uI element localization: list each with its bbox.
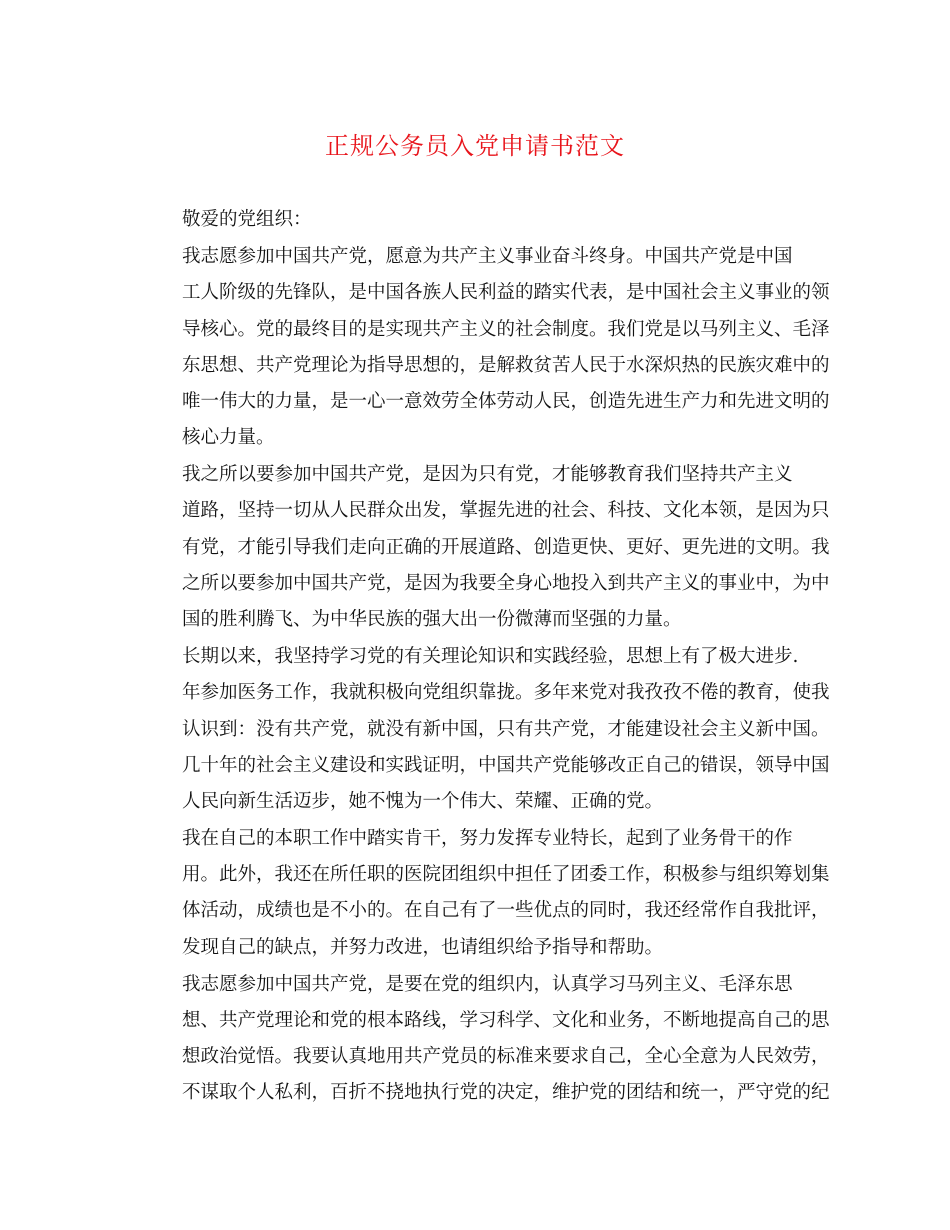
paragraph-line: 用。此外，我还在所任职的医院团组织中担任了团委工作，积极参与组织筹划集	[182, 864, 830, 886]
paragraph-line: 有党，才能引导我们走向正确的开展道路、创造更快、更好、更先进的文明。我	[182, 536, 830, 558]
paragraph-line: 不谋取个人私利，百折不挠地执行党的决定，维护党的团结和统一，严守党的纪	[182, 1082, 830, 1104]
paragraph-line: 想政治觉悟。我要认真地用共产党员的标准来要求自己，全心全意为人民效劳，	[182, 1046, 830, 1068]
paragraph-line: 之所以要参加中国共产党，是因为我要全身心地投入到共产主义的事业中，为中	[182, 572, 830, 594]
paragraph-line: 东思想、共产党理论为指导思想的，是解救贫苦人民于水深炽热的民族灾难中的	[182, 354, 830, 376]
paragraph-line: 唯一伟大的力量，是一心一意效劳全体劳动人民，创造先进生产力和先进文明的	[182, 390, 830, 412]
paragraph	[145, 639, 830, 820]
paragraph-line: 想、共产党理论和党的根本路线，学习科学、文化和业务，不断地提高自己的思	[182, 1009, 830, 1031]
paragraph-line: 我志愿参加中国共产党，愿意为共产主义事业奋斗终身。中国共产党是中国	[182, 246, 793, 268]
paragraph-line: 导核心。党的最终目的是实现共产主义的社会制度。我们党是以马列主义、毛泽	[182, 318, 830, 340]
paragraph-line: 我之所以要参加中国共产党，是因为只有党，才能够教育我们坚持共产主义	[182, 464, 793, 486]
paragraph-line: 工人阶级的先锋队，是中国各族人民利益的踏实代表，是中国社会主义事业的领	[182, 282, 830, 304]
paragraph-line: 年参加医务工作，我就积极向党组织靠拢。多年来党对我孜孜不倦的教育，使我	[182, 682, 830, 704]
document-title: 正规公务员入党申请书范文	[325, 132, 625, 160]
salutation: 敬爱的党组织：	[182, 209, 312, 230]
paragraph	[145, 457, 830, 638]
paragraph-line: 长期以来，我坚持学习党的有关理论知识和实践经验，思想上有了极大进步.	[182, 646, 799, 668]
paragraph	[145, 967, 830, 1112]
paragraph-line: 道路，坚持一切从人民群众出发，掌握先进的社会、科技、文化本领，是因为只	[182, 500, 830, 522]
paragraph-line: 发现自己的缺点，并努力改进，也请组织给予指导和帮助。	[182, 936, 664, 958]
paragraph-line: 人民向新生活迈步，她不愧为一个伟大、荣耀、正确的党。	[182, 790, 664, 812]
paragraph	[145, 821, 830, 966]
paragraph-line: 认识到：没有共产党，就没有新中国，只有共产党，才能建设社会主义新中国。	[182, 718, 830, 740]
paragraph-line: 我在自己的本职工作中踏实肯干，努力发挥专业特长，起到了业务骨干的作	[182, 828, 793, 850]
paragraph-line: 体活动，成绩也是不小的。在自己有了一些优点的同时，我还经常作自我批评，	[182, 900, 830, 922]
paragraph-line: 核心力量。	[182, 427, 275, 449]
document-body	[145, 202, 830, 1112]
paragraph-line: 我志愿参加中国共产党，是要在党的组织内，认真学习马列主义、毛泽东思	[182, 973, 793, 995]
paragraph	[145, 239, 830, 456]
paragraph-line: 几十年的社会主义建设和实践证明，中国共产党能够改正自己的错误，领导中国	[182, 754, 830, 776]
paragraph-line: 国的胜利腾飞、为中华民族的强大出一份微薄而坚强的力量。	[182, 609, 682, 631]
